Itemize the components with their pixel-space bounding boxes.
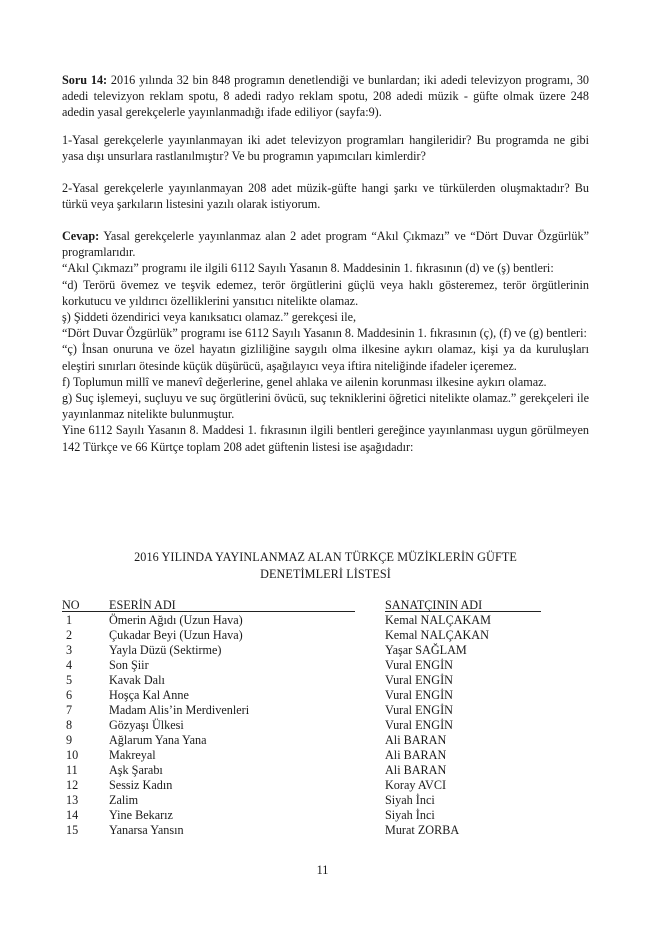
row-sanatci: Ali BARAN <box>385 748 447 762</box>
row-eser: Yanarsa Yansın <box>109 823 184 837</box>
row-eser: Kavak Dalı <box>109 673 165 687</box>
question-item-1 <box>62 132 589 164</box>
row-eser: Madam Alis’in Merdivenleri <box>109 703 250 717</box>
answer-line-5: “Dört Duvar Özgürlük” programı ise 6112 Sayılı Yasanın 8. Maddesinin 1. fıkrasının (ç), (f) ve (g) bentleri: <box>62 326 587 341</box>
column-header-sanatci: SANATÇININ ADI <box>385 598 483 612</box>
column-header-no: NO <box>62 598 80 612</box>
question-item-1-text: 1-Yasal gerekçelerle yayınlanmayan iki adet televizyon programları hangileridir? Bu programda ne gibi yasa dışı unsurlara rastlanılmıştır? Ve bu programın yapımcıları kimlerdir? <box>62 133 589 164</box>
column-header-eser: ESERİN ADI <box>109 598 176 612</box>
answer-line-8: g) Suç işlemeyi, suçluyu ve suç örgütlerini övücü, suç tekniklerini öğretici nitelikte olamaz.” gerekçeleri ile yayınlanmaz nitelikte bulunmuştur. <box>62 391 589 422</box>
answer-line-6: “ç) İnsan onuruna ve özel hayatın gizliliğine saygılı olma ilkesine aykırı olamaz, kişi ya da kuruluşları eleştiri sınırları ötesinde küçük düşürücü, aşağılayıcı veya iftira niteliğinde ifadeler içeremez. <box>62 342 589 373</box>
row-eser: Son Şiir <box>109 658 149 672</box>
row-sanatci: Siyah İnci <box>385 808 435 822</box>
table-row <box>0 718 645 733</box>
row-no: 10 <box>66 748 79 762</box>
row-eser: Sessiz Kadın <box>109 778 173 792</box>
table-row <box>0 703 645 718</box>
list-title <box>62 549 589 582</box>
answer-line-7: f) Toplumun millî ve manevî değerlerine, genel ahlaka ve ailenin korunması ilkesine aykırı olamaz. <box>62 374 547 389</box>
question-text: 2016 yılında 32 bin 848 programın denetlendiği ve bunlardan; iki adedi televizyon programı, 30 adedi televizyon reklam spotu, 8 adedi radyo reklam spotu, 208 adedi müzik - güfte olmak üzere 248 adedin yasal gerekçelerle yayınlanmadığı ifade ediliyor (sayfa:9). <box>62 73 590 120</box>
question-item-2 <box>62 180 589 212</box>
song-list <box>0 613 645 838</box>
row-eser: Yayla Düzü (Sektirme) <box>109 643 222 657</box>
question-block <box>62 72 589 121</box>
row-sanatci: Murat ZORBA <box>385 823 460 837</box>
table-row <box>0 673 645 688</box>
question-paragraph <box>62 72 589 121</box>
table-row <box>0 823 645 838</box>
answer-text: Yasal gerekçelerle yayınlanmaz alan 2 adet program “Akıl Çıkmazı” ve “Dört Duvar Özgürlük” programlarıdır. <box>62 229 589 260</box>
row-eser: Zalim <box>109 793 139 807</box>
row-eser: Gözyaşı Ülkesi <box>109 718 184 732</box>
row-eser: Yine Bekarız <box>109 808 173 822</box>
row-sanatci: Vural ENGİN <box>385 673 453 687</box>
row-sanatci: Siyah İnci <box>385 793 435 807</box>
answer-paragraph <box>62 228 589 260</box>
row-eser: Ağlarum Yana Yana <box>109 733 207 747</box>
table-row <box>0 733 645 748</box>
header-underline-right <box>385 611 541 612</box>
row-eser: Aşk Şarabı <box>109 763 163 777</box>
row-no: 8 <box>66 718 73 732</box>
row-sanatci: Koray AVCI <box>385 778 447 792</box>
row-sanatci: Ali BARAN <box>385 763 447 777</box>
table-row <box>0 658 645 673</box>
header-underline-left <box>62 611 355 612</box>
table-row <box>0 688 645 703</box>
list-title-line-2: DENETİMLERİ LİSTESİ <box>260 566 391 581</box>
row-sanatci: Vural ENGİN <box>385 658 453 672</box>
row-eser: Ömerin Ağıdı (Uzun Hava) <box>109 613 243 627</box>
table-row <box>0 613 645 628</box>
table-row <box>0 808 645 823</box>
row-no: 2 <box>66 628 73 642</box>
row-no: 11 <box>66 763 78 777</box>
answer-line-4: ş) Şiddeti özendirici veya kanıksatıcı olamaz.” gerekçesi ile, <box>62 310 357 325</box>
row-no: 1 <box>66 613 73 627</box>
row-eser: Hoşça Kal Anne <box>109 688 189 702</box>
table-row <box>0 763 645 778</box>
row-no: 4 <box>66 658 73 672</box>
answer-label: Cevap: <box>62 229 100 243</box>
table-row <box>0 628 645 643</box>
row-sanatci: Ali BARAN <box>385 733 447 747</box>
row-eser: Makreyal <box>109 748 156 762</box>
row-no: 5 <box>66 673 73 687</box>
row-sanatci: Vural ENGİN <box>385 688 453 702</box>
question-item-2-text: 2-Yasal gerekçelerle yayınlanmayan 208 adet müzik-güfte hangi şarkı ve türkülerden oluşmaktadır? Bu türkü veya şarkıların listesini yazılı olarak istiyorum. <box>62 181 589 212</box>
answer-line-3: “d) Terörü övemez ve teşvik edemez, terör örgütlerini güçlü veya haklı gösteremez, terör örgütlerinin korkutucu ve yıldırıcı özelliklerini yansıtıcı nitelikte olamaz. <box>62 277 589 308</box>
table-row <box>0 793 645 808</box>
answer-block <box>62 228 589 455</box>
row-sanatci: Kemal NALÇAKAM <box>385 613 491 627</box>
row-no: 13 <box>66 793 79 807</box>
row-eser: Çukadar Beyi (Uzun Hava) <box>109 628 243 642</box>
page-number: 11 <box>316 863 329 877</box>
row-sanatci: Yaşar SAĞLAM <box>385 643 467 657</box>
row-sanatci: Vural ENGİN <box>385 703 453 717</box>
row-no: 7 <box>66 703 73 717</box>
list-title-line-1: 2016 YILINDA YAYINLANMAZ ALAN TÜRKÇE MÜZİKLERİN GÜFTE <box>134 550 517 564</box>
row-sanatci: Kemal NALÇAKAN <box>385 628 489 642</box>
row-no: 6 <box>66 688 73 702</box>
row-no: 9 <box>66 733 73 747</box>
answer-line-9: Yine 6112 Sayılı Yasanın 8. Maddesi 1. fıkrasının ilgili bentleri gereğince yayınlanması uygun görülmeyen 142 Türkçe ve 66 Kürtçe toplam 208 adet güftenin listesi ise aşağıdadır: <box>62 423 589 454</box>
table-row <box>0 778 645 793</box>
row-no: 14 <box>66 808 79 822</box>
table-row <box>0 643 645 658</box>
row-no: 15 <box>66 823 79 837</box>
question-label: Soru 14: <box>62 73 108 87</box>
row-no: 3 <box>66 643 73 657</box>
table-row <box>0 748 645 763</box>
answer-line-2: “Akıl Çıkmazı” programı ile ilgili 6112 Sayılı Yasanın 8. Maddesinin 1. fıkrasının (d) ve (ş) bentleri: <box>62 261 554 276</box>
row-sanatci: Vural ENGİN <box>385 718 453 732</box>
row-no: 12 <box>66 778 79 792</box>
